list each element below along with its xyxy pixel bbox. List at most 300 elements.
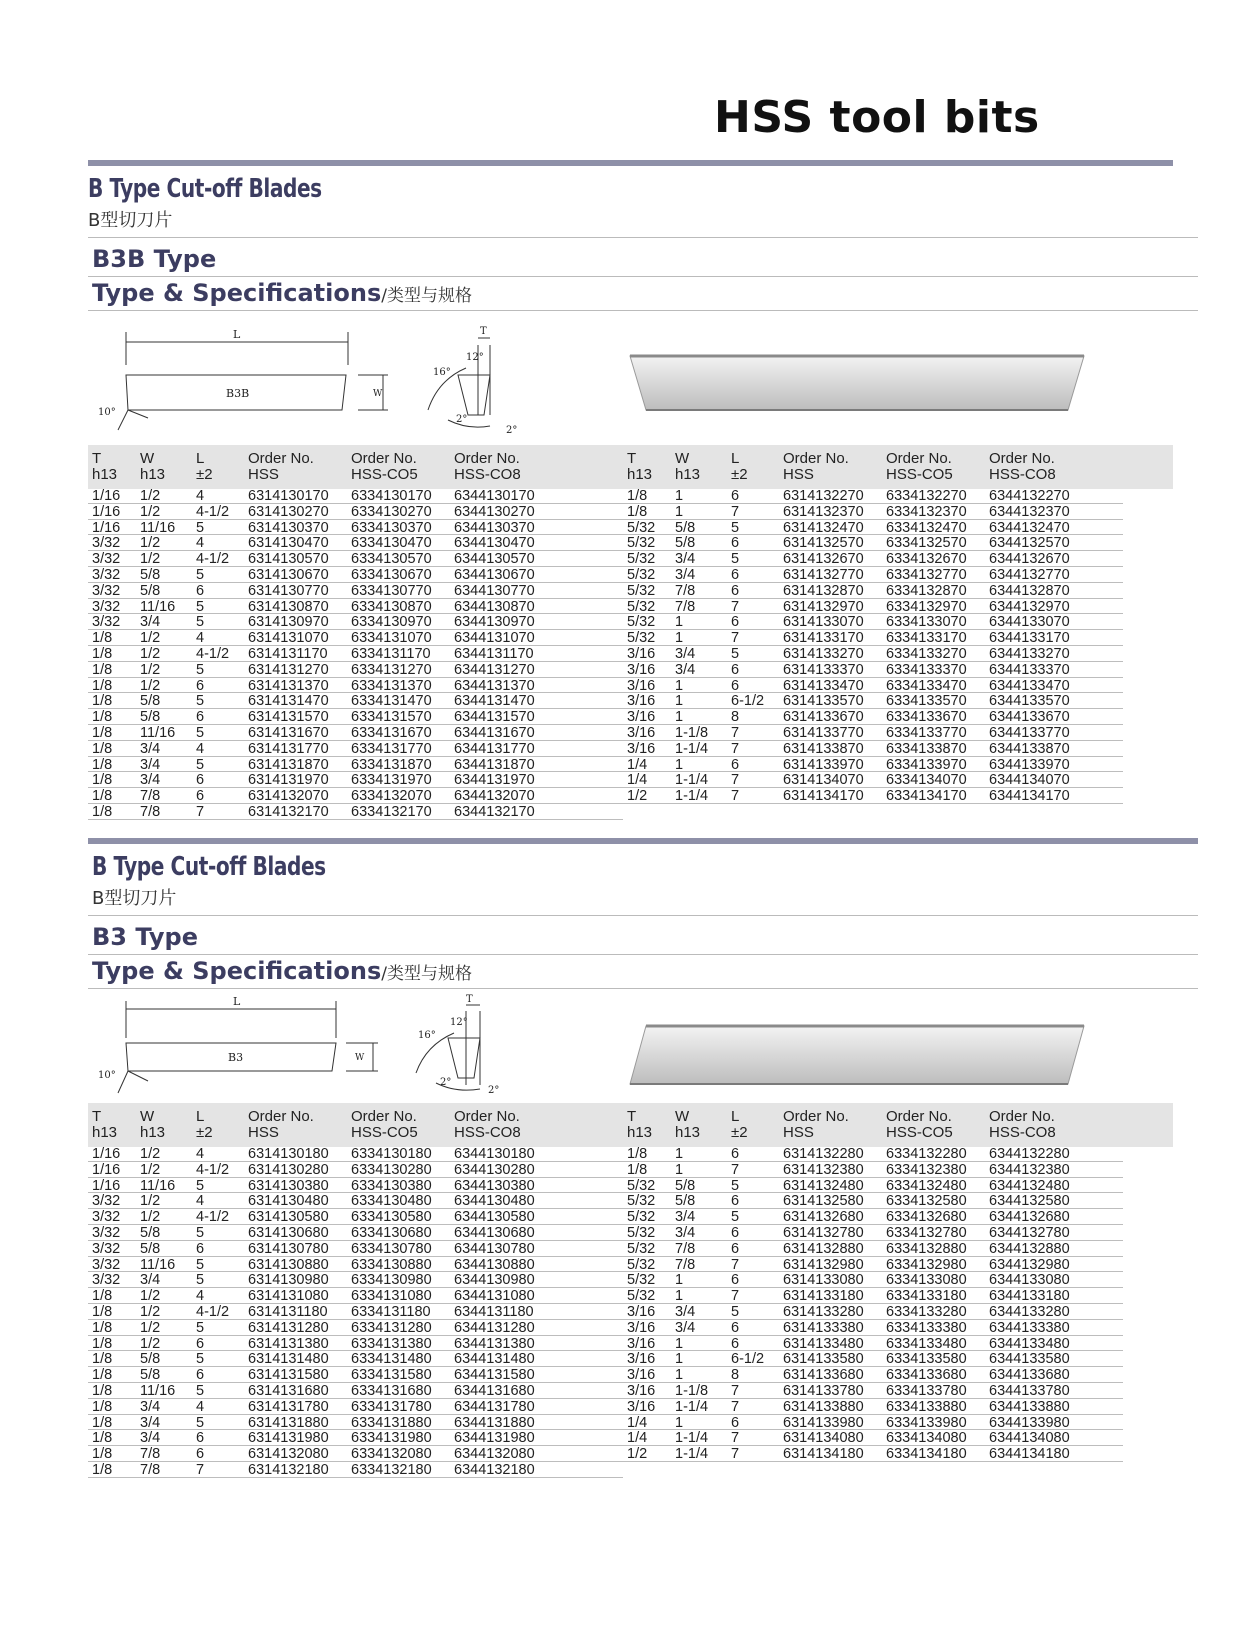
column-header: Order No. HSS-CO8: [454, 450, 521, 483]
divider: [88, 915, 1198, 916]
column-header: Order No. HSS-CO5: [886, 1108, 953, 1141]
table-cell: 5: [731, 1209, 740, 1226]
table-cell: 3/32: [92, 1240, 121, 1257]
table-cell: 8: [731, 1367, 740, 1384]
table-cell: 1: [675, 693, 684, 710]
table-cell: 7/8: [140, 804, 161, 820]
spec-title: Type & Specifications/类型与规格: [92, 279, 472, 307]
table-cell: 6334133570: [886, 693, 967, 710]
table-cell: 6334132880: [886, 1240, 967, 1257]
table-cell: 6344133770: [989, 725, 1070, 741]
table-cell: 6314130670: [248, 567, 329, 583]
table-cell: 6334132180: [351, 1462, 432, 1478]
category-title: B Type Cut-off Blades: [92, 852, 326, 882]
table-cell: 6344133470: [989, 677, 1070, 694]
table-cell: 6334130280: [351, 1161, 432, 1178]
table-cell: 5: [196, 614, 205, 631]
table-cell: 6334131770: [351, 740, 432, 757]
table-cell: 6334131680: [351, 1383, 432, 1399]
table-cell: 6344130970: [454, 614, 535, 631]
table-cell: 6-1/2: [731, 1351, 765, 1368]
table-cell: 4-1/2: [196, 1161, 230, 1178]
table-row: [623, 583, 1123, 599]
table-cell: 5/32: [627, 567, 656, 583]
table-cell: 6314130380: [248, 1177, 329, 1194]
table-cell: 7: [731, 788, 740, 805]
table-cell: 6344133380: [989, 1319, 1070, 1336]
table-cell: 6: [731, 535, 740, 552]
table-cell: 6314131370: [248, 677, 329, 694]
table-cell: 6314132080: [248, 1446, 329, 1463]
table-cell: 1/8: [92, 709, 113, 726]
table-cell: 6314132580: [783, 1193, 864, 1210]
table-cell: 6334133380: [886, 1319, 967, 1336]
table-cell: 6334131670: [351, 725, 432, 741]
table-cell: 1/16: [92, 519, 121, 536]
table-cell: 6314132380: [783, 1161, 864, 1178]
table-cell: 1/8: [92, 756, 113, 773]
table-cell: 6314132480: [783, 1177, 864, 1194]
table-cell: 7: [731, 1398, 740, 1415]
table-cell: 6334130770: [351, 582, 432, 599]
table-cell: 6: [731, 614, 740, 631]
table-row: [623, 693, 1123, 709]
column-header: W h13: [140, 1108, 166, 1141]
table-cell: 3/32: [92, 1272, 121, 1289]
table-row: [623, 1241, 1123, 1257]
table-cell: 6334130970: [351, 614, 432, 631]
table-cell: 6-1/2: [731, 693, 765, 710]
table-cell: 4-1/2: [196, 1304, 230, 1320]
table-cell: 6344132880: [989, 1240, 1070, 1257]
table-row: [88, 1193, 623, 1209]
table-cell: 3/4: [675, 1209, 696, 1226]
table-cell: 3/4: [675, 551, 696, 568]
table-cell: 1/8: [92, 1304, 113, 1320]
table-cell: 5/32: [627, 598, 656, 615]
table-row: [623, 1367, 1123, 1383]
table-cell: 1/8: [92, 1288, 113, 1305]
table-cell: 6314131180: [248, 1304, 328, 1320]
column-header: Order No. HSS-CO5: [351, 450, 418, 483]
table-row: [623, 1162, 1123, 1178]
table-cell: 6334134070: [886, 772, 967, 789]
table-row: [623, 1320, 1123, 1336]
table-row: [88, 646, 623, 662]
table-cell: 6344131580: [454, 1367, 535, 1384]
table-cell: 6314131470: [248, 693, 329, 710]
table-row: [623, 488, 1123, 504]
table-cell: 6344130780: [454, 1240, 535, 1257]
table-cell: 6: [731, 1414, 740, 1431]
table-cell: 6314131080: [248, 1288, 329, 1305]
table-cell: 1/2: [140, 1288, 161, 1305]
table-cell: 6314132670: [783, 551, 864, 568]
table-cell: 6: [731, 488, 740, 504]
table-cell: 5/32: [627, 1240, 656, 1257]
table-cell: 1: [675, 756, 684, 773]
table-cell: 6344133370: [989, 661, 1070, 678]
table-cell: 7/8: [140, 1462, 161, 1478]
table-cell: 1/4: [627, 1414, 648, 1431]
table-cell: 1/2: [140, 488, 161, 504]
table-cell: 3/4: [140, 1272, 161, 1289]
table-cell: 7/8: [675, 1256, 696, 1273]
table-cell: 6314133870: [783, 740, 864, 757]
table-row: [623, 1430, 1123, 1446]
table-cell: 1: [675, 1335, 684, 1352]
category-subtitle: B型切刀片: [92, 888, 177, 909]
table-cell: 6344130370: [454, 519, 535, 536]
table-cell: 3/16: [627, 661, 656, 678]
table-cell: 7: [731, 1383, 740, 1399]
table-cell: 1/2: [140, 551, 161, 568]
table-cell: 6: [196, 582, 205, 599]
table-cell: 5: [731, 1177, 740, 1194]
page-title: HSS tool bits: [714, 92, 1040, 143]
table-cell: 6334131070: [351, 630, 432, 647]
column-header: L ±2: [731, 450, 748, 483]
table-row: [88, 488, 623, 504]
table-cell: 3/4: [675, 661, 696, 678]
table-cell: 3/16: [627, 725, 656, 741]
table-cell: 4-1/2: [196, 503, 230, 520]
divider: [88, 310, 1198, 311]
table-cell: 6314134180: [783, 1446, 864, 1463]
table-cell: 1/8: [92, 646, 113, 662]
table-cell: 1/2: [140, 1146, 161, 1162]
table-cell: 6334130480: [351, 1193, 432, 1210]
table-cell: 1/8: [92, 804, 113, 820]
table-cell: 6314132870: [783, 582, 864, 599]
table-cell: 6314130580: [248, 1209, 329, 1226]
table-row: [623, 662, 1123, 678]
table-cell: 1/8: [92, 677, 113, 694]
table-cell: 5/8: [140, 1240, 161, 1257]
column-header: L ±2: [196, 450, 213, 483]
table-cell: 6334130880: [351, 1256, 432, 1273]
table-cell: 6344131970: [454, 772, 535, 789]
table-cell: 4: [196, 488, 205, 504]
table-row: [88, 504, 623, 520]
column-header: W h13: [675, 1108, 701, 1141]
table-cell: 6314132370: [783, 503, 864, 520]
table-cell: 5/8: [140, 1225, 161, 1241]
table-row: [88, 520, 623, 536]
table-cell: 3/32: [92, 1193, 121, 1210]
table-cell: 6314131770: [248, 740, 329, 757]
table-row: [623, 535, 1123, 551]
column-header: Order No. HSS: [248, 450, 314, 483]
table-cell: 6: [196, 788, 205, 805]
table-cell: 7: [196, 1462, 205, 1478]
table-cell: 6344130580: [454, 1209, 535, 1226]
table-cell: 6: [731, 1225, 740, 1241]
column-header: T h13: [627, 1108, 653, 1141]
table-row: [623, 1209, 1123, 1225]
table-cell: 5/32: [627, 1288, 656, 1305]
table-cell: 11/16: [140, 1256, 176, 1273]
table-cell: 6314131170: [248, 646, 328, 662]
table-cell: 6334132270: [886, 488, 967, 504]
table-cell: 6334130370: [351, 519, 432, 536]
column-header: Order No. HSS-CO8: [989, 1108, 1056, 1141]
column-header: Order No. HSS-CO5: [886, 450, 953, 483]
table-cell: 5/8: [675, 1193, 696, 1210]
table-right: [623, 1103, 1123, 1483]
table-cell: 6344133280: [989, 1304, 1070, 1320]
table-row: [623, 614, 1123, 630]
category-title: B Type Cut-off Blades: [88, 174, 322, 204]
table-cell: 7: [731, 1256, 740, 1273]
table-row: [88, 1336, 623, 1352]
table-cell: 6314133080: [783, 1272, 864, 1289]
table-cell: 6314134170: [783, 788, 864, 805]
table-cell: 6314130780: [248, 1240, 329, 1257]
table-cell: 1/2: [140, 661, 161, 678]
table-cell: 7/8: [675, 1240, 696, 1257]
table-cell: 6: [731, 677, 740, 694]
table-cell: 3/4: [140, 1398, 161, 1415]
table-cell: 1: [675, 614, 684, 631]
table-cell: 3/32: [92, 535, 121, 552]
table-cell: 6314133670: [783, 709, 864, 726]
table-cell: 6334132670: [886, 551, 967, 568]
table-cell: 6334134180: [886, 1446, 967, 1463]
table-cell: 6314130270: [248, 503, 329, 520]
table-cell: 3/16: [627, 677, 656, 694]
table-row: [623, 1193, 1123, 1209]
table-cell: 6334133880: [886, 1398, 967, 1415]
table-cell: 3/4: [140, 756, 161, 773]
table-cell: 1/8: [92, 1351, 113, 1368]
table-cell: 3/4: [140, 772, 161, 789]
table-cell: 6344133780: [989, 1383, 1070, 1399]
table-cell: 6344132280: [989, 1146, 1070, 1162]
angle-label: 2°: [456, 414, 468, 425]
table-cell: 5/8: [140, 709, 161, 726]
table-cell: 6334133770: [886, 725, 967, 741]
table-cell: 6314133770: [783, 725, 864, 741]
table-cell: 1: [675, 677, 684, 694]
table-cell: 5/32: [627, 551, 656, 568]
table-cell: 6344130470: [454, 535, 535, 552]
table-row: [623, 646, 1123, 662]
table-cell: 6344133080: [989, 1272, 1070, 1289]
table-cell: 6334134080: [886, 1430, 967, 1447]
table-cell: 6314132170: [248, 804, 329, 820]
table-cell: 1: [675, 488, 684, 504]
table-cell: 3/4: [140, 1430, 161, 1447]
table-cell: 3/32: [92, 551, 121, 568]
table-cell: 6334132280: [886, 1146, 967, 1162]
table-cell: 1/8: [627, 488, 648, 504]
table-cell: 5: [196, 598, 205, 615]
table-cell: 1/2: [140, 1304, 161, 1320]
table-cell: 6314131880: [248, 1414, 329, 1431]
table-cell: 6344132170: [454, 804, 535, 820]
column-header: Order No. HSS-CO8: [989, 450, 1056, 483]
table-cell: 5/32: [627, 614, 656, 631]
table-cell: 5: [196, 1414, 205, 1431]
table-cell: 1/16: [92, 1177, 121, 1194]
table-row: [623, 504, 1123, 520]
table-cell: 6334133370: [886, 661, 967, 678]
table-cell: 6344132570: [989, 535, 1070, 552]
table-cell: 6: [196, 677, 205, 694]
table-row: [88, 551, 623, 567]
table-cell: 6334132370: [886, 503, 967, 520]
table-cell: 6344130680: [454, 1225, 535, 1241]
table-cell: 6344131770: [454, 740, 535, 757]
table-cell: 1: [675, 1272, 684, 1289]
table-cell: 6: [196, 1335, 205, 1352]
table-row: [88, 567, 623, 583]
length-label: L: [233, 995, 241, 1008]
table-cell: 6314130470: [248, 535, 329, 552]
angle-label: 12°: [450, 1017, 468, 1028]
table-cell: 6344130170: [454, 488, 535, 504]
table-cell: 1/8: [627, 503, 648, 520]
table-cell: 1/2: [140, 1161, 161, 1178]
table-cell: 3/32: [92, 1209, 121, 1226]
angle-label: 2°: [440, 1077, 452, 1088]
table-cell: 6: [196, 709, 205, 726]
table-cell: 3/32: [92, 582, 121, 599]
table-cell: 3/32: [92, 1256, 121, 1273]
table-cell: 5: [196, 1225, 205, 1241]
table-cell: 6314131580: [248, 1367, 329, 1384]
table-cell: 6344134070: [989, 772, 1070, 789]
table-cell: 6334131370: [351, 677, 432, 694]
table-cell: 6314132970: [783, 598, 864, 615]
table-cell: 3/16: [627, 1319, 656, 1336]
table-cell: 6334130470: [351, 535, 432, 552]
table-row: [88, 1162, 623, 1178]
table-cell: 6314133980: [783, 1414, 864, 1431]
table-cell: 3/4: [675, 1225, 696, 1241]
table-cell: 6344131280: [454, 1319, 535, 1336]
table-cell: 6344130570: [454, 551, 535, 568]
table-cell: 1: [675, 1351, 684, 1368]
table-row: [88, 599, 623, 615]
table-cell: 6314133470: [783, 677, 864, 694]
table-cell: 3/16: [627, 740, 656, 757]
table-cell: 6344130670: [454, 567, 535, 583]
table-cell: 6: [196, 772, 205, 789]
table-cell: 6334132970: [886, 598, 967, 615]
width-label: W: [373, 389, 383, 399]
table-cell: 5/8: [140, 567, 161, 583]
table-row: [623, 551, 1123, 567]
table-cell: 6314133780: [783, 1383, 864, 1399]
width-label: W: [355, 1053, 365, 1063]
table-cell: 6344130870: [454, 598, 535, 615]
table-cell: 6: [731, 661, 740, 678]
table-cell: 1/2: [627, 1446, 648, 1463]
table-cell: 6314130280: [248, 1161, 329, 1178]
table-cell: 1/8: [92, 1367, 113, 1384]
table-cell: 6344131480: [454, 1351, 535, 1368]
table-cell: 8: [731, 709, 740, 726]
table-cell: 4: [196, 1146, 205, 1162]
table-cell: 6334131380: [351, 1335, 432, 1352]
table-cell: 6344130380: [454, 1177, 535, 1194]
table-cell: 6334133480: [886, 1335, 967, 1352]
table-cell: 1-1/8: [675, 725, 709, 741]
column-header: W h13: [675, 450, 701, 483]
table-cell: 4: [196, 1288, 205, 1305]
table-cell: 6334131880: [351, 1414, 432, 1431]
table-cell: 1-1/4: [675, 1398, 709, 1415]
table-cell: 11/16: [140, 1177, 176, 1194]
table-cell: 6344131180: [454, 1304, 534, 1320]
table-row: [623, 1304, 1123, 1320]
table-cell: 3/4: [675, 1304, 696, 1320]
table-row: [623, 678, 1123, 694]
table-cell: 5: [196, 1256, 205, 1273]
table-cell: 6334131870: [351, 756, 432, 773]
table-row: [88, 535, 623, 551]
table-cell: 6344130480: [454, 1193, 535, 1210]
table-cell: 6334132470: [886, 519, 967, 536]
divider: [88, 276, 1198, 277]
table-cell: 3/4: [140, 1414, 161, 1431]
table-cell: 5: [196, 1319, 205, 1336]
table-cell: 5/32: [627, 1193, 656, 1210]
table-cell: 11/16: [140, 519, 176, 536]
table-row: [623, 1399, 1123, 1415]
table-row: [623, 1146, 1123, 1162]
table-cell: 6314130170: [248, 488, 329, 504]
table-cell: 7: [731, 1430, 740, 1447]
table-cell: 1/2: [140, 503, 161, 520]
table-cell: 1-1/4: [675, 740, 709, 757]
table-cell: 6: [731, 756, 740, 773]
table-cell: 6334130780: [351, 1240, 432, 1257]
table-cell: 6314132780: [783, 1225, 864, 1241]
table-cell: 6334133780: [886, 1383, 967, 1399]
blade-photo: [628, 350, 1088, 418]
table-cell: 6314130680: [248, 1225, 329, 1241]
table-cell: 6344132780: [989, 1225, 1070, 1241]
table-row: [88, 1146, 623, 1162]
table-cell: 6334132980: [886, 1256, 967, 1273]
table-cell: 6: [731, 1319, 740, 1336]
table-cell: 1: [675, 1146, 684, 1162]
table-cell: 7: [731, 503, 740, 520]
table-cell: 6334133070: [886, 614, 967, 631]
table-cell: 3/16: [627, 1383, 656, 1399]
table-row: [623, 1288, 1123, 1304]
table-cell: 6314130770: [248, 582, 329, 599]
table-cell: 5/32: [627, 1256, 656, 1273]
table-cell: 5: [196, 1272, 205, 1289]
table-row: [88, 804, 623, 820]
column-header: T h13: [92, 450, 118, 483]
table-cell: 3/32: [92, 567, 121, 583]
table-cell: 4: [196, 1193, 205, 1210]
table-cell: 6344133480: [989, 1335, 1070, 1352]
table-cell: 5/8: [140, 1351, 161, 1368]
table-cell: 6344132480: [989, 1177, 1070, 1194]
table-row: [623, 1415, 1123, 1431]
table-cell: 6314130880: [248, 1256, 329, 1273]
table-cell: 6344131370: [454, 677, 535, 694]
table-cell: 6334130680: [351, 1225, 432, 1241]
table-cell: 6314134070: [783, 772, 864, 789]
table-cell: 6344130880: [454, 1256, 535, 1273]
